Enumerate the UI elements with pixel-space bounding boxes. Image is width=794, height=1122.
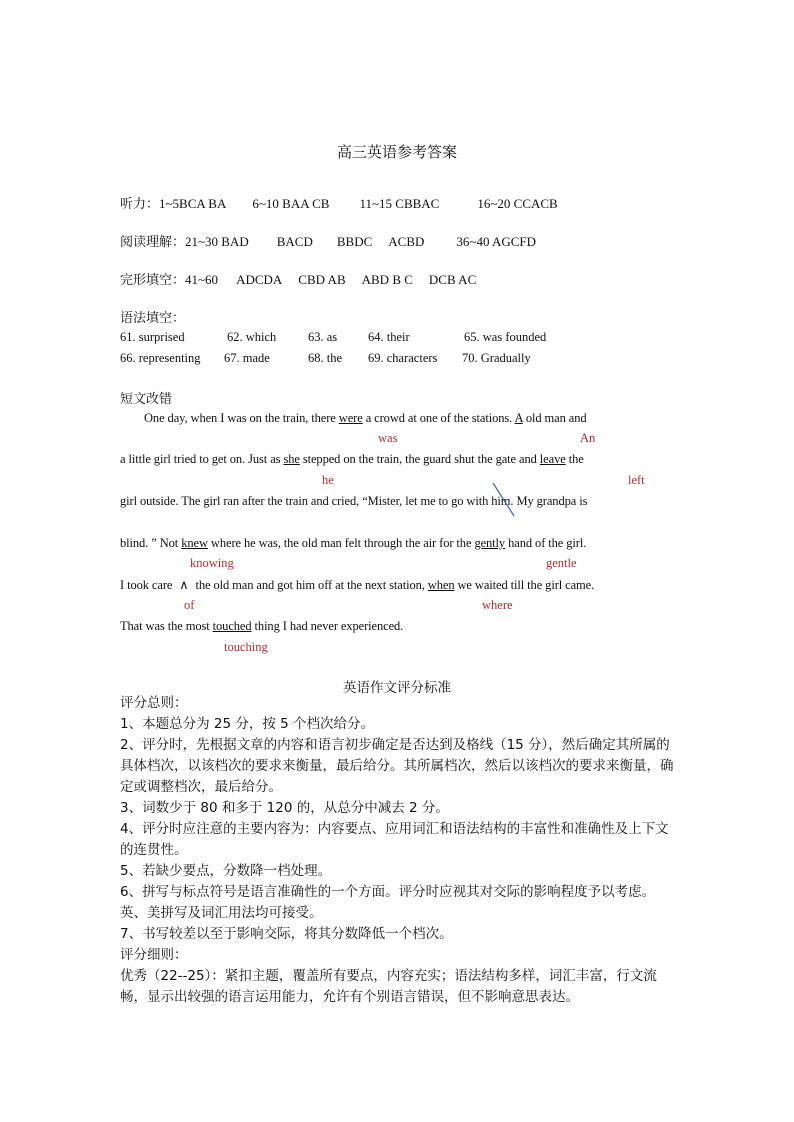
answer-group: ADCDA	[236, 272, 283, 287]
answer-group: DCB AC	[428, 272, 477, 287]
error-word: gently	[474, 536, 506, 550]
error-word: leave	[539, 452, 566, 466]
rule-item: 7、书写较差以至于影响交际，将其分数降低一个档次。	[120, 926, 453, 942]
correction-fix: gentle	[546, 556, 577, 570]
correction-line-4: blind. ” Not knew where he was, the old man felt through the air for the gently hand of the girl.	[120, 536, 587, 550]
listening-answers	[120, 193, 558, 212]
grammar-label: 语法填空：	[120, 311, 186, 326]
answer-group: BACD	[276, 234, 313, 249]
answer-group: BBDC	[336, 234, 373, 249]
grammar-answer: 64. their	[368, 330, 410, 344]
answer-group: ABD B C	[361, 272, 413, 287]
correction-line-3: girl outside. The girl ran after the train and cried, “Mister, let me to go with him. My grandpa is	[120, 494, 588, 508]
correction-fix: left	[628, 473, 645, 487]
general-label: 评分总则：	[120, 695, 188, 711]
grammar-answer: 70. Gradually	[462, 351, 531, 365]
general-rules	[120, 693, 680, 1008]
answer-group: CBD AB	[298, 272, 346, 287]
correction-fix: was	[378, 431, 398, 445]
correction-line-5: I took care ∧ the old man and got him off at the next station, when we waited till the girl came.	[120, 578, 595, 592]
error-word: touched	[212, 619, 252, 633]
rule-item: 1、本题总分为 25 分，按 5 个档次给分。	[120, 716, 375, 732]
cloze-answers	[120, 269, 476, 288]
grammar-answer: 63. as	[308, 330, 338, 344]
rule-item: 4、评分时应注意的主要内容为：内容要点、应用词汇和语法结构的丰富性和准确性及上下文的连贯性。	[120, 821, 669, 858]
error-word: knew	[181, 536, 208, 550]
writing-section-title: 英语作文评分标准	[343, 680, 451, 696]
error-word: were	[338, 411, 363, 425]
correction-line-1: One day, when I was on the train, there were a crowd at one of the stations. A old man and	[144, 411, 587, 425]
answer-group: 1~5BCA BA	[159, 196, 227, 211]
rule-item: 2、评分时，先根据文章的内容和语言初步确定是否达到及格线（15 分），然后确定其所属的具体档次，以该档次的要求来衡量，最后给分。其所属档次，然后以该档次的要求来衡量，确定或调整档次，最后给分。	[120, 737, 674, 795]
grammar-answer: 67. made	[224, 351, 270, 365]
insert-caret-icon: ∧	[179, 578, 189, 592]
correction-label: 短文改错	[120, 392, 173, 407]
correction-line-2: a little girl tried to get on. Just as she stepped on the train, the guard shut the gate and leave the	[120, 452, 584, 466]
grammar-answer: 65. was founded	[464, 330, 547, 344]
correction-fix: of	[184, 598, 195, 612]
answer-group: ACBD	[388, 234, 425, 249]
error-word: she	[283, 452, 300, 466]
detail-label: 评分细则：	[120, 947, 188, 963]
grammar-answer: 68. the	[308, 351, 343, 365]
answer-group: 21~30 BAD	[185, 234, 249, 249]
grammar-row-2	[120, 351, 680, 369]
correction-fix: where	[482, 598, 513, 612]
grammar-answer: 61. surprised	[120, 330, 185, 344]
grammar-answer: 62. which	[227, 330, 277, 344]
grammar-answer: 69. characters	[368, 351, 438, 365]
listening-label: 听力：	[120, 197, 160, 212]
correction-line-6: That was the most touched thing I had never experienced.	[120, 619, 404, 633]
answer-group: 6~10 BAA CB	[252, 196, 330, 211]
page-title: 高三英语参考答案	[336, 143, 457, 161]
delete-mark-icon	[490, 480, 520, 520]
grammar-answer: 66. representing	[120, 351, 201, 365]
correction-fix: An	[580, 431, 596, 445]
reading-answers	[120, 231, 536, 250]
error-word: A	[514, 411, 523, 425]
cloze-label: 完形填空：	[120, 273, 186, 288]
detail-item: 优秀（22--25）：紧扣主题，覆盖所有要点，内容充实；语法结构多样，词汇丰富，行文流畅，显示出较强的语言运用能力，允许有个别语言错误，但不影响意思表达。	[120, 968, 657, 1005]
error-word: when	[427, 578, 455, 592]
rule-item: 3、词数少于 80 和多于 120 的，从总分中减去 2 分。	[120, 800, 449, 816]
grammar-row-1	[120, 330, 680, 348]
rule-item: 5、若缺少要点，分数降一档处理。	[120, 863, 332, 879]
answer-group: 16~20 CCACB	[477, 196, 558, 211]
rule-item: 6、拼写与标点符号是语言准确性的一个方面。评分时应视其对交际的影响程度予以考虑。英、美拼写及词汇用法均可接受。	[120, 884, 656, 921]
correction-fix: touching	[224, 640, 268, 654]
correction-fix: knowing	[190, 556, 234, 570]
reading-label: 阅读理解：	[120, 235, 186, 250]
answer-group: 11~15 CBBAC	[359, 196, 440, 211]
answer-group: 41~60	[185, 272, 219, 287]
answer-group: 36~40 AGCFD	[456, 234, 537, 249]
correction-fix: he	[322, 473, 334, 487]
